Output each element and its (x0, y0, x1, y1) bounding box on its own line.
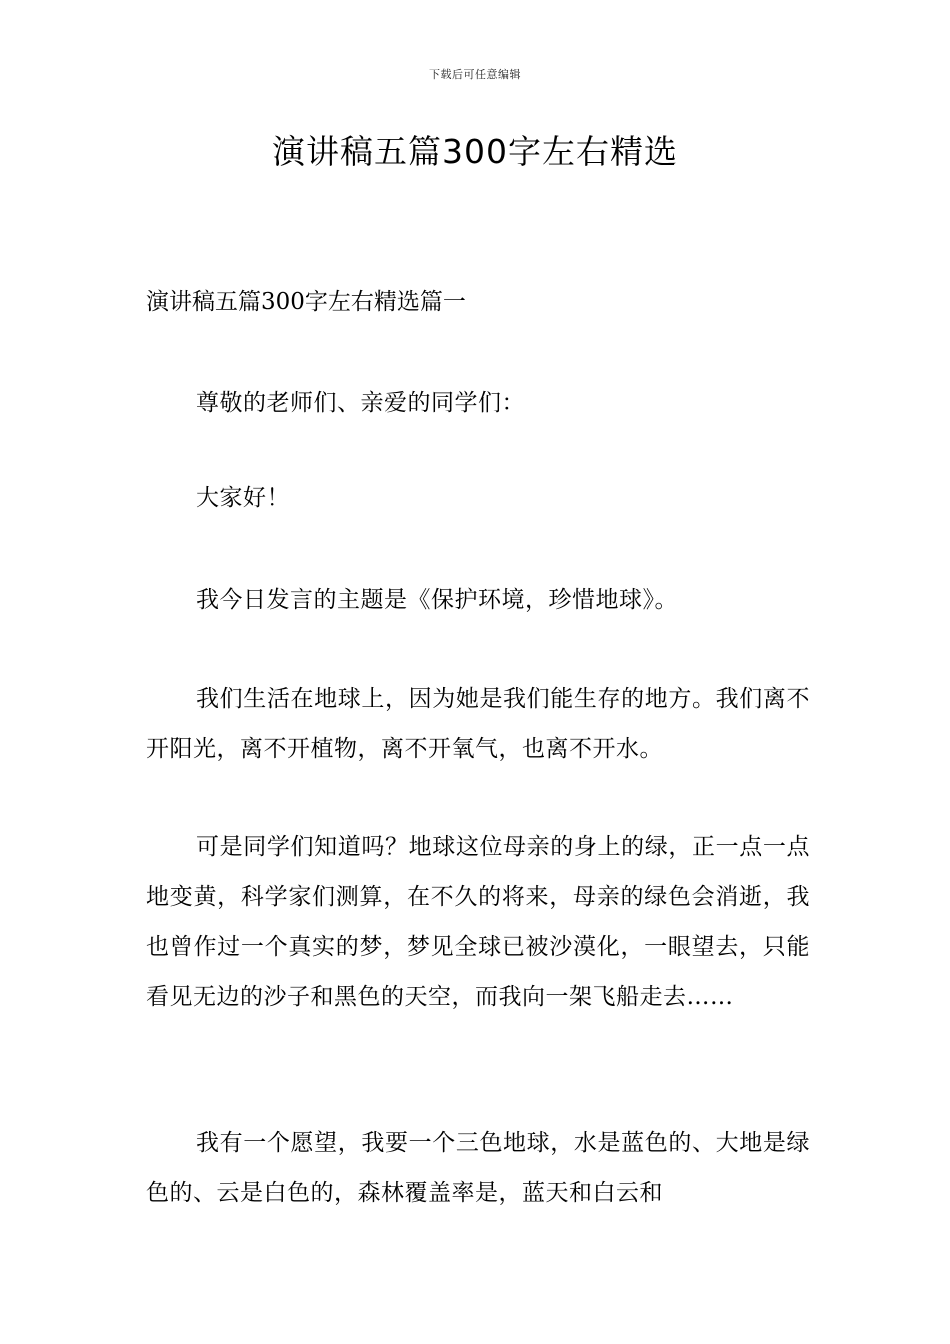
paragraph-topic: 我今日发言的主题是《保护环境，珍惜地球》。 (196, 587, 678, 613)
document-title: 演讲稿五篇300字左右精选 (272, 132, 678, 171)
paragraph-earth: 我们生活在地球上，因为她是我们能生存的地方。我们离不开阳光，离不开植物，离不开氧气，也离不开水。 (146, 686, 810, 762)
paragraph-wish: 我有一个愿望，我要一个三色地球，水是蓝色的、大地是绿色的、云是白色的，森林覆盖率是，蓝天和白云和 (146, 1130, 810, 1206)
paragraph-green: 可是同学们知道吗？地球这位母亲的身上的绿，正一点一点地变黄，科学家们测算，在不久的将来，母亲的绿色会消逝，我也曾作过一个真实的梦，梦见全球已被沙漠化，一眼望去，只能看见无边的沙子和黑色的天空，而我向一架飞船走去…… (146, 834, 810, 1010)
paragraph-greeting: 尊敬的老师们、亲爱的同学们： (196, 390, 525, 416)
header-note: 下载后可任意编辑 (429, 68, 521, 81)
paragraph-hello: 大家好！ (196, 485, 290, 511)
section-heading: 演讲稿五篇300字左右精选篇一 (146, 289, 466, 315)
